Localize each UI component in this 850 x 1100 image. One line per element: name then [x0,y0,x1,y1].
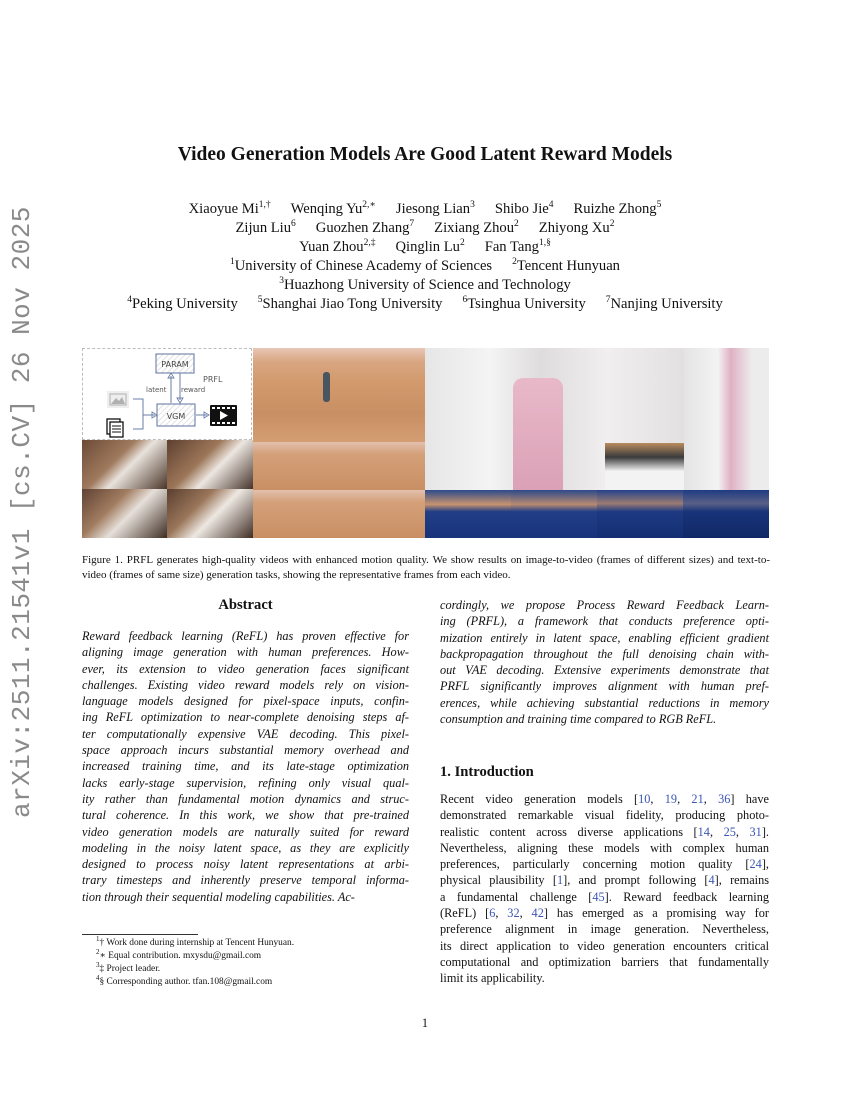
text-line: Nevertheless, aligning these models with complex human [440,840,769,855]
walker-figure [323,372,330,402]
text-line: backpropagation throughout the full denoising chain with- [440,646,769,661]
text-line: space approach incurs substantial memory overhead and [82,743,409,758]
author-affiliation-marker: 2,‡ [363,238,376,248]
sparkler-frame-2 [511,490,597,538]
authors-row-3 [0,238,850,257]
author-name: Qinglin Lu$^2$ [395,238,465,255]
author-name: Zixiang Zhou$^2$ [434,219,519,236]
text-line: physical plausibility [1], and prompt following [4], remains [440,873,770,888]
citation-link[interactable]: 21 [691,792,704,806]
footnote: $^4$§ Corresponding author. tfan.108@gmail.com [96,974,273,987]
text-line: Reward feedback learning (ReFL) has proven effective for [82,629,409,643]
footnote: $^1$† Work done during internship at Tencent Hunyuan. [96,935,295,948]
text-line: tion through their sequential modeling capabilities. Ac- [82,889,355,904]
sparkler-frame-4 [683,490,769,538]
affiliation-number: 3 [279,276,284,286]
author-affiliation-marker: 2 [609,219,615,229]
author-affiliation-marker: 7 [409,219,415,229]
citation-link[interactable]: 6 [489,906,496,921]
footnote: $^2$∗ Equal contribution. mxysdu@gmail.com [96,948,262,961]
affiliation-number: 1 [230,257,235,267]
affiliation: $^5$Shanghai Jiao Tong University [257,295,443,312]
kitchen-counter [605,443,684,490]
author-affiliation-marker: 5 [656,200,662,210]
author-affiliation-marker: 1,§ [538,238,551,248]
citation-link[interactable]: 1 [556,873,564,888]
author-name: Xiaoyue $Mi^{1,\dagger}$ [188,200,271,217]
text-line: preference alignment in image generation. Nevertheless, [440,922,769,937]
kitchen-frame-3 [684,395,769,442]
introduction-body [440,791,769,987]
author-affiliation-marker: 1,† [258,200,271,210]
svg-text:latent: latent [146,386,167,394]
author-name: Ruizhe Zhong$^5$ [573,200,662,217]
prfl-diagram [82,348,252,440]
abstract-body-right [440,597,769,727]
text-line: demonstrated remarkable visual fidelity, producing photo- [440,808,769,823]
author-affiliation-marker: 4 [548,200,554,210]
affiliation: $^7$Nanjing University [605,295,723,312]
svg-text:VGM: VGM [166,412,186,421]
citation-link[interactable]: 14 [697,824,710,839]
author-affiliation-marker: 2,∗ [362,200,376,210]
affiliations-row-3 [0,295,850,314]
kitchen-frame-4 [684,442,769,490]
footnote: $^3$‡ Project leader. [96,961,161,974]
dancer-figure [513,378,563,490]
paper-title: Video Generation Models Are Good Latent Reward Models [177,144,673,165]
desert-frame-large [253,348,425,442]
text-line: mization entirely in latent space, enabling efficient gradient [440,630,769,645]
citation-link[interactable]: 42 [531,906,544,921]
citation-link[interactable]: 36 [718,792,731,806]
figure-caption: Figure 1. PRFL generates high-quality videos with enhanced motion quality. We show results on image-to-video (frames of different sizes) and text-to-video (frames of same size) generation tasks, showing the representative frames from each video. [82,554,770,581]
citation-link[interactable]: 19 [664,792,678,806]
svg-text:reward: reward [181,386,206,394]
piano-frame-3 [82,489,167,538]
text-line: ter computationally expensive VAE decoding. This pixel- [82,726,409,741]
authors-row-2 [0,219,850,238]
svg-text:PRFL: PRFL [203,375,223,384]
text-line: erences, while achieving substantial reductions in memory [440,695,769,710]
kitchen-frame-2 [684,348,769,395]
text-line: its direct application to video generation encounters critical [440,938,769,953]
citation-link[interactable]: 4 [708,873,715,888]
page-number: 1 [421,1016,429,1030]
author-affiliation-marker: 2 [514,219,519,229]
footnotes [82,937,412,989]
text-line: computational and optimization barriers that fundamentally [440,954,769,969]
text-line: lacks early-stage supervision, refining only visual qual- [82,775,409,790]
desert-frame-3 [339,442,425,490]
text-line: PRFL significantly improves alignment with human pref- [440,679,769,694]
author-affiliation-marker: 2 [459,238,465,248]
text-line: (ReFL) [6, 32, 42] has emerged as a promising way for [440,906,769,921]
piano-frame-1 [82,440,167,489]
citation-link[interactable]: 25 [723,824,736,839]
figure-1 [82,348,769,538]
footnote-number: 2 [96,948,100,956]
text-line: ing ReFL optimization to near-complete denoising steps af- [82,710,409,725]
footnote-number: 4 [96,974,100,982]
citation-link[interactable]: 32 [507,906,520,921]
abstract-heading: Abstract [218,597,273,613]
authors-row-1 [0,200,850,219]
affiliation: $^6$Tsinghua University [462,295,586,312]
citation-link[interactable]: 10 [638,792,651,806]
author-name: Shibo Jie$^4$ [494,200,554,217]
text-line: ity rather than fundamental motion dynamics and struc- [82,791,409,806]
affiliation: $^4$Peking University [127,295,238,312]
author-name: Zhiyong Xu$^2$ [538,219,615,236]
author-affiliation-marker: 3 [470,200,475,210]
citation-link[interactable]: 24 [749,857,762,872]
text-line: ever, its extension to video generation faces significant [82,661,409,676]
text-line: realistic content across diverse applications [14, 25, 31]. [440,824,769,839]
author-name: Guozhen Zhang$^7$ [315,219,415,236]
desert-frame-2 [253,442,339,490]
footnote-number: 3 [96,961,100,969]
text-line: video generation models are naturally suited for reward [82,824,409,839]
author-name: Wenqing $Yu^{2,∗}$ [290,200,376,217]
author-affiliation-marker: 6 [291,219,296,229]
affiliation-number: 7 [605,295,611,305]
piano-frame-4 [167,489,253,538]
text-line: ing (PRFL), a framework that conducts preference opti- [440,614,769,629]
text-line: tural coherence. In this work, we show that pre-trained [82,808,409,823]
affiliation: $^2$Tencent Hunyuan [512,257,620,274]
svg-text:PARAM: PARAM [161,360,189,369]
affiliation: $^1$University of Chinese Academy of Sciences [230,257,493,274]
affiliation: $^3$Huazhong University of Science and Technology [279,276,571,293]
affiliations-row-2 [0,276,850,295]
section-heading-introduction: 1. Introduction [440,764,534,780]
text-line: trary timesteps and inherently preserve temporal informa- [82,873,409,888]
author-name: Jiesong Lian$^3$ [395,200,475,217]
affiliation-number: 2 [512,257,517,267]
text-line: increased training time, and its late-stage optimization [82,759,409,774]
affiliation-number: 6 [462,295,468,305]
text-line: limit its applicability. [440,971,545,986]
text-line: preferences, particularly concerning motion quality [24], [440,857,769,872]
arxiv-stamp: arXiv:2511.21541v1 [cs.CV] 26 Nov 2025 [7,206,37,818]
citation-link[interactable]: 31 [749,824,762,839]
sparkler-frame-1 [425,490,511,538]
affiliation-number: 5 [257,295,263,305]
footnote-number: 1 [96,935,100,943]
text-line: a fundamental challenge [45]. Reward feedback learning [440,889,769,904]
text-line: designed to process noisy latent representations at arbi- [82,857,409,872]
text-line: cordingly, we propose Process Reward Feedback Learn- [440,598,769,612]
text-line: aligning image generation with human preferences. How- [82,645,409,660]
text-line: language models designed for pixel-space inputs, confin- [82,694,409,709]
prfl-diagram-svg [83,349,252,440]
text-line: Recent video generation models [10, 19, 21, 36] have [440,792,769,806]
text-line: modeling in the noisy latent space, as they are explicitly [82,840,409,855]
text-line: out VAE decoding. Extensive experiments demonstrate that [440,663,769,678]
desert-frame-4 [253,490,339,538]
sparkler-frame-3 [597,490,683,538]
author-name: Fan Tang$^{1,\S}$ [484,238,551,255]
abstract-body-left [82,628,409,905]
author-name: Yuan Zhou$^{2,\ddagger}$ [299,238,376,255]
affiliations-row-1 [0,257,850,276]
desert-frame-5 [339,490,425,538]
affiliation-number: 4 [127,295,132,305]
text-line: consumption and training time compared to RGB ReFL. [440,712,717,727]
citation-link[interactable]: 45 [592,889,605,904]
text-line: challenges. Existing video reward models rely on vision- [82,677,409,692]
kitchen-frame-large [425,348,684,490]
piano-frame-2 [167,440,253,489]
author-name: Zijun Liu$^6$ [235,219,296,236]
